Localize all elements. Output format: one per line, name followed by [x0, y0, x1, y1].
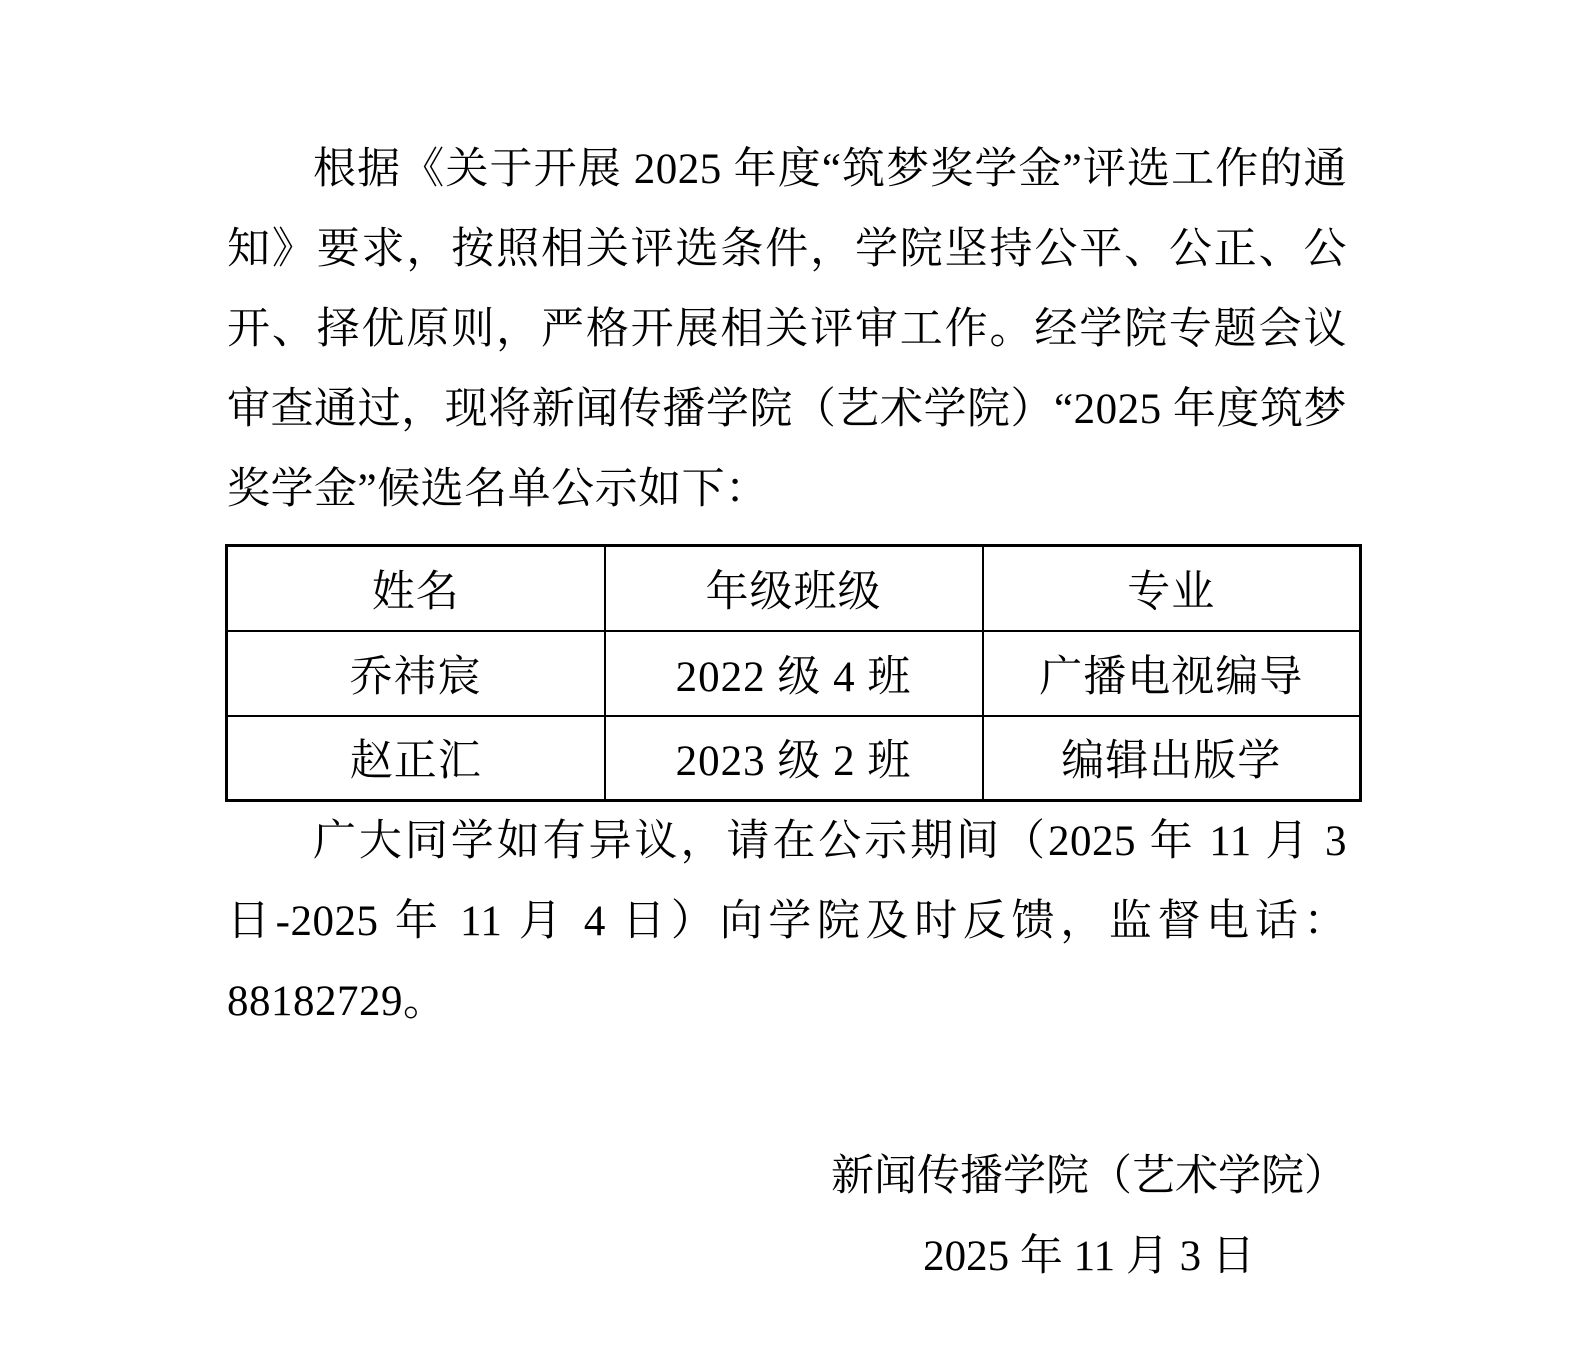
candidate-table	[225, 544, 1362, 802]
table-header-name: 姓名	[227, 546, 605, 631]
cell-major: 编辑出版学	[983, 716, 1361, 801]
cell-major: 广播电视编导	[983, 631, 1361, 716]
signature-date: 2025 年 11 月 3 日	[923, 1233, 1255, 1280]
signature-block	[831, 1137, 1347, 1297]
table-header-grade-class: 年级班级	[605, 546, 983, 631]
cell-grade-class: 2023 级 2 班	[605, 716, 983, 801]
cell-candidate-name: 赵正汇	[227, 716, 605, 801]
cell-grade-class: 2022 级 4 班	[605, 631, 983, 716]
table-row	[227, 716, 1361, 801]
signature-area	[227, 1137, 1347, 1297]
table-row	[227, 631, 1361, 716]
cell-candidate-name: 乔祎宸	[227, 631, 605, 716]
document-content	[227, 130, 1347, 1297]
candidate-table-head	[227, 546, 1361, 631]
table-header-major: 专业	[983, 546, 1361, 631]
paragraph-objection: 广大同学如有异议，请在公示期间（2025 年 11 月 3 日-2025 年 11 月 4 日）向学院及时反馈，监督电话：88182729。	[227, 818, 1347, 1025]
table-header-row	[227, 546, 1361, 631]
candidate-table-body	[227, 631, 1361, 801]
signature-org: 新闻传播学院（艺术学院）	[831, 1153, 1347, 1200]
paragraph-intro: 根据《关于开展 2025 年度“筑梦奖学金”评选工作的通知》要求，按照相关评选条件，学院坚持公平、公正、公开、择优原则，严格开展相关评审工作。经学院专题会议审查通过，现将新闻传播学院（艺术学院）“2025 年度筑梦奖学金”候选名单公示如下：	[227, 146, 1347, 513]
